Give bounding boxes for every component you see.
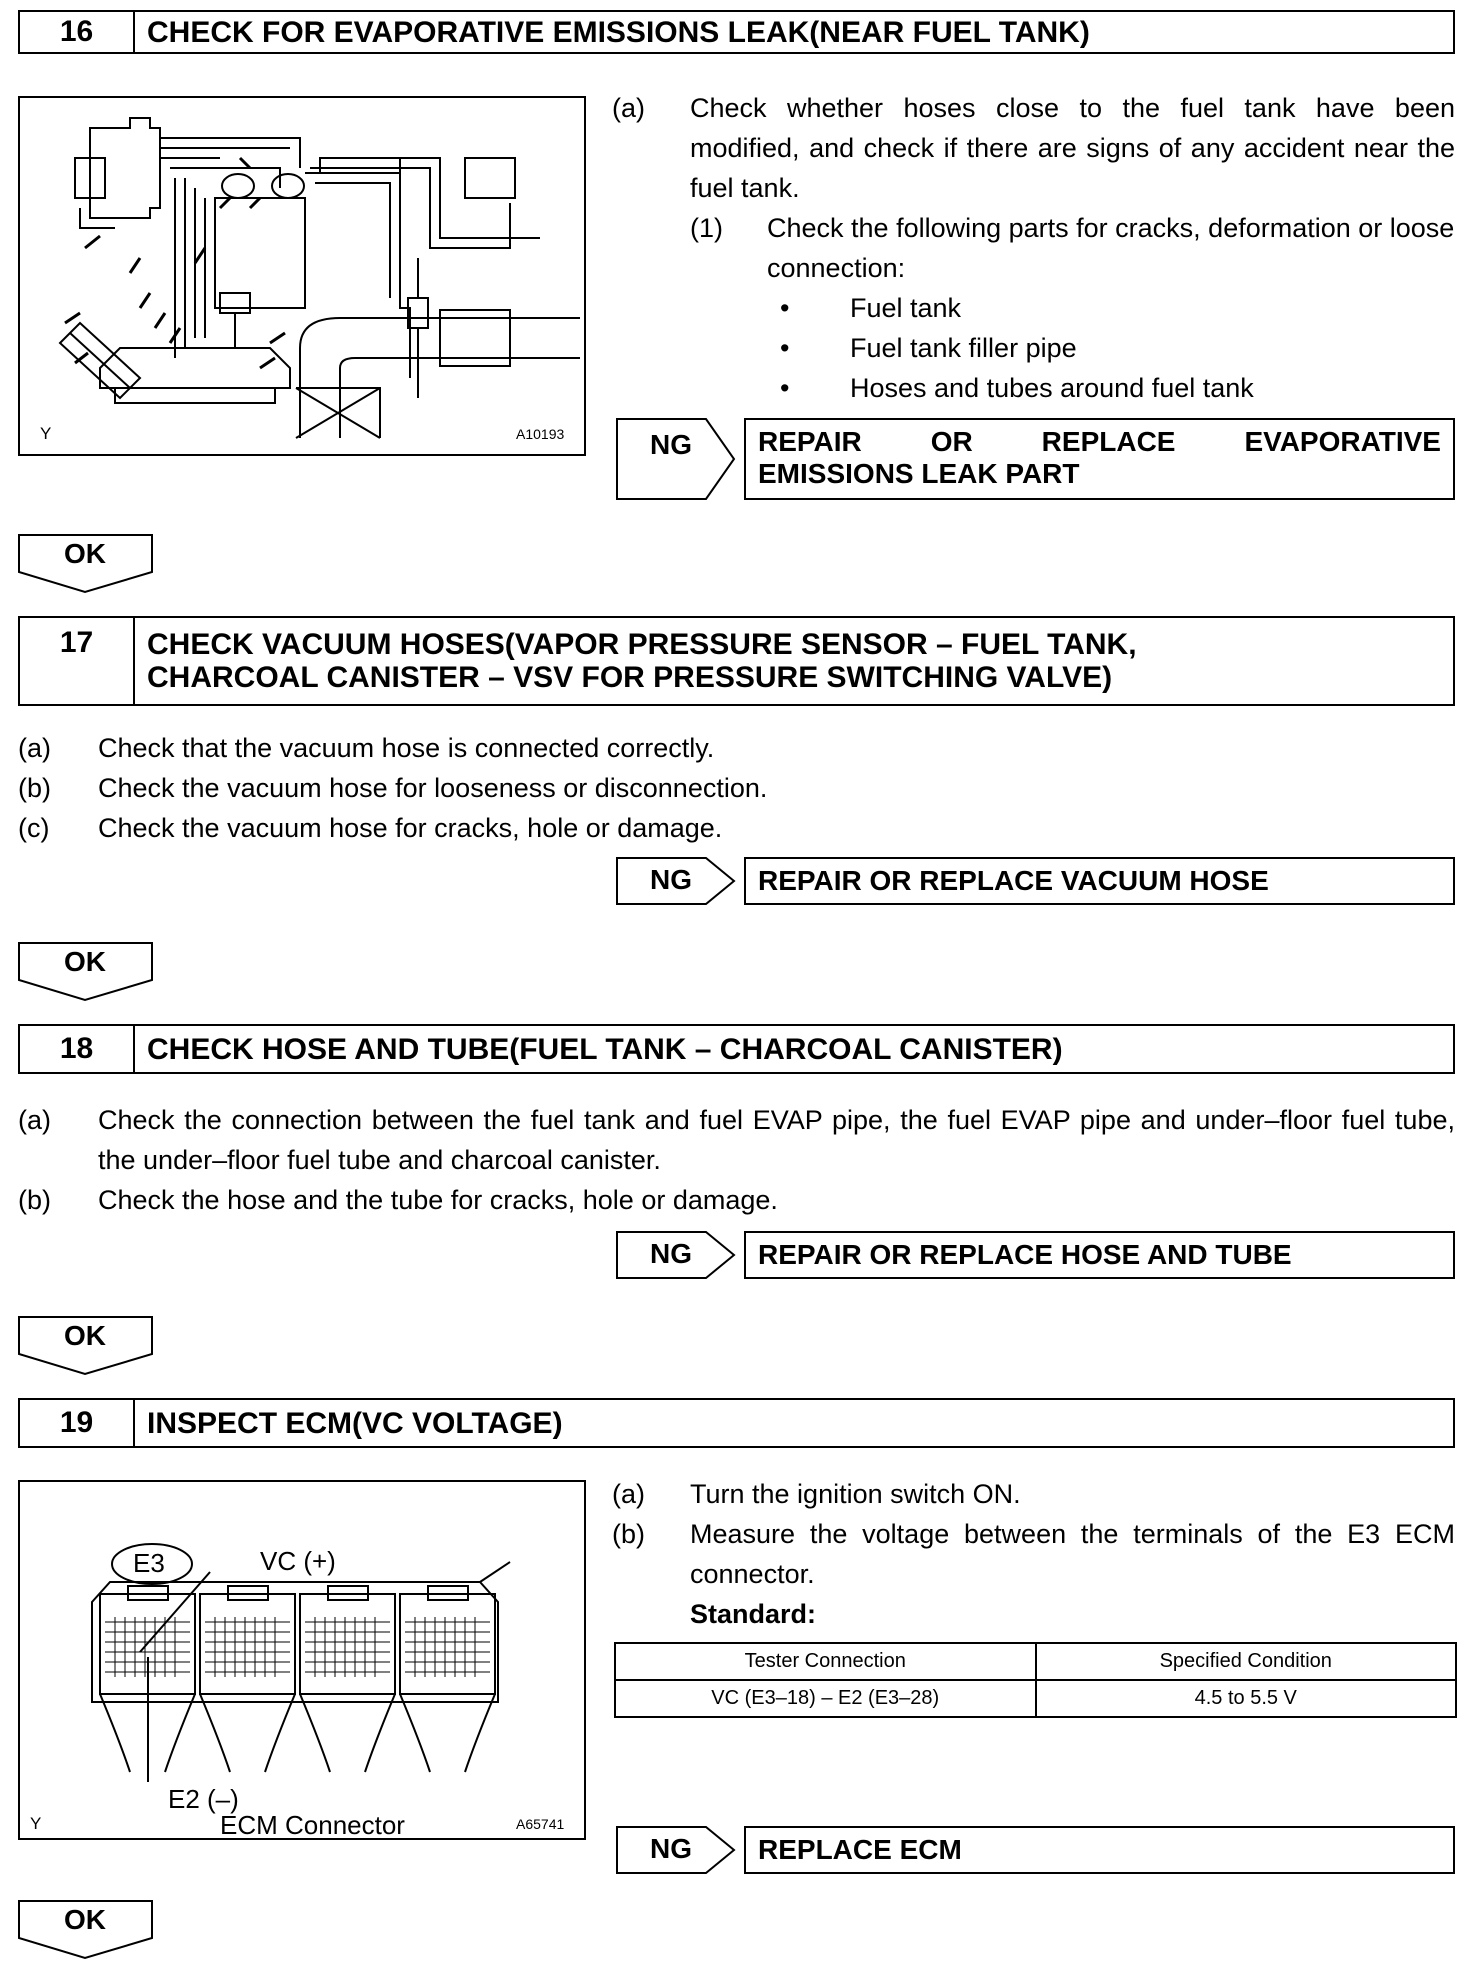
step-16-ok-result xyxy=(18,534,158,596)
connector-id-label: E3 xyxy=(133,1548,165,1578)
ng-action xyxy=(744,418,1455,500)
ng-arrow xyxy=(616,418,736,500)
step-number: 18 xyxy=(20,1026,135,1072)
item-label: (b) xyxy=(612,1519,645,1549)
ng-arrow xyxy=(616,857,736,905)
step-number: 16 xyxy=(20,12,135,52)
evap-hose-diagram xyxy=(18,96,586,456)
ok-label: OK xyxy=(64,946,106,977)
ng-label: NG xyxy=(650,429,692,460)
ng-action: REPLACE ECM xyxy=(744,1826,1455,1874)
item-label: (a) xyxy=(612,1479,645,1509)
step-number: 17 xyxy=(20,618,135,704)
step-17-header xyxy=(18,616,1455,706)
step-18-item-b xyxy=(18,1180,1455,1220)
item-label: (a) xyxy=(18,733,51,763)
e2-terminal-label: E2 (–) xyxy=(168,1784,239,1814)
step-number: 19 xyxy=(20,1400,135,1446)
step-16-item-1 xyxy=(690,208,1455,288)
item-text: Turn the ignition switch ON. xyxy=(690,1479,1021,1509)
table-header-cell: Specified Condition xyxy=(1036,1643,1457,1680)
ok-label: OK xyxy=(64,538,106,569)
bullet-dot: • xyxy=(780,373,790,403)
ng-arrow xyxy=(616,1826,736,1874)
table-header-cell: Tester Connection xyxy=(615,1643,1036,1680)
item-label: (b) xyxy=(18,1185,51,1215)
step-16-item-a xyxy=(612,88,1455,208)
figure-corner-label: Y xyxy=(30,1814,42,1833)
ng-label: NG xyxy=(650,1238,692,1269)
table-header-row xyxy=(615,1643,1456,1680)
evap-hose-drawing xyxy=(20,98,584,454)
step-18-item-a xyxy=(18,1100,1455,1180)
step-title-line2: CHARCOAL CANISTER – VSV FOR PRESSURE SWITCHING VALVE) xyxy=(147,661,1113,694)
step-title: CHECK HOSE AND TUBE(FUEL TANK – CHARCOAL CANISTER) xyxy=(147,1032,1063,1066)
item-label: (c) xyxy=(18,813,50,843)
step-title-line1: CHECK VACUUM HOSES(VAPOR PRESSURE SENSOR – FUEL TANK, xyxy=(147,628,1137,661)
item-text: Check the connection between the fuel tank and fuel EVAP pipe, the fuel EVAP pipe and under–floor fuel tube, the under–floor fuel tube and charcoal canister. xyxy=(98,1105,1455,1175)
step-title: CHECK FOR EVAPORATIVE EMISSIONS LEAK(NEAR FUEL TANK) xyxy=(147,15,1090,49)
step-17-item-b xyxy=(18,768,1455,808)
item-label: (b) xyxy=(18,773,51,803)
ecm-connector-drawing xyxy=(20,1482,584,1838)
table-cell: 4.5 to 5.5 V xyxy=(1036,1680,1457,1717)
item-text: Check whether hoses close to the fuel tank have been modified, and check if there are signs of any accident near the fuel tank. xyxy=(690,93,1455,203)
ng-action-line1: REPAIR OR REPLACE EVAPORATIVE xyxy=(758,426,1441,457)
item-label: (1) xyxy=(690,213,723,243)
ok-label: OK xyxy=(64,1904,106,1935)
item-text: Check the hose and the tube for cracks, hole or damage. xyxy=(98,1185,778,1215)
step-17-ng-result xyxy=(616,857,1455,905)
step-19-ng-result xyxy=(616,1826,1455,1874)
bullet-text: Hoses and tubes around fuel tank xyxy=(850,373,1254,403)
table-cell: VC (E3–18) – E2 (E3–28) xyxy=(615,1680,1036,1717)
ecm-connector-diagram xyxy=(18,1480,586,1840)
step-16-header xyxy=(18,10,1455,54)
figure-code: A10193 xyxy=(516,426,565,442)
item-text: Check the following parts for cracks, deformation or loose connection: xyxy=(767,213,1455,283)
figure-corner-label: Y xyxy=(40,424,52,443)
table-row xyxy=(615,1680,1456,1717)
item-text: Measure the voltage between the terminals of the E3 ECM connector. xyxy=(690,1519,1455,1589)
item-text: Check the vacuum hose for looseness or disconnection. xyxy=(98,773,768,803)
figure-code: A65741 xyxy=(516,1816,565,1832)
ng-action: REPAIR OR REPLACE VACUUM HOSE xyxy=(744,857,1455,905)
ng-action: REPAIR OR REPLACE HOSE AND TUBE xyxy=(744,1231,1455,1279)
step-19-ok-result xyxy=(18,1900,158,1962)
step-title xyxy=(135,618,1137,704)
ok-label: OK xyxy=(64,1320,106,1351)
bullet-dot: • xyxy=(780,293,790,323)
step-18-ok-result xyxy=(18,1316,158,1378)
step-18-header xyxy=(18,1024,1455,1074)
step-16-bullet-list xyxy=(780,288,1455,408)
ng-label: NG xyxy=(650,1833,692,1864)
vc-terminal-label: VC (+) xyxy=(260,1546,336,1576)
ng-action-line2: EMISSIONS LEAK PART xyxy=(758,458,1080,489)
step-16-ng-result xyxy=(616,418,1455,500)
step-19-item-b xyxy=(612,1514,1455,1594)
standard-label: Standard: xyxy=(690,1599,817,1629)
item-text: Check the vacuum hose for cracks, hole or damage. xyxy=(98,813,723,843)
step-19-header xyxy=(18,1398,1455,1448)
step-19-item-a xyxy=(612,1474,1455,1514)
step-17-ok-result xyxy=(18,942,158,1004)
item-label: (a) xyxy=(612,93,645,123)
bullet-text: Fuel tank filler pipe xyxy=(850,333,1077,363)
standard-table xyxy=(614,1642,1457,1718)
ng-label: NG xyxy=(650,864,692,895)
step-17-item-c xyxy=(18,808,1455,848)
bullet-dot: • xyxy=(780,333,790,363)
item-text: Check that the vacuum hose is connected correctly. xyxy=(98,733,715,763)
step-17-item-a xyxy=(18,728,1455,768)
step-title: INSPECT ECM(VC VOLTAGE) xyxy=(147,1406,563,1440)
ng-arrow xyxy=(616,1231,736,1279)
step-18-ng-result xyxy=(616,1231,1455,1279)
bullet-text: Fuel tank xyxy=(850,293,962,323)
item-label: (a) xyxy=(18,1105,51,1135)
figure-caption: ECM Connector xyxy=(220,1810,405,1840)
